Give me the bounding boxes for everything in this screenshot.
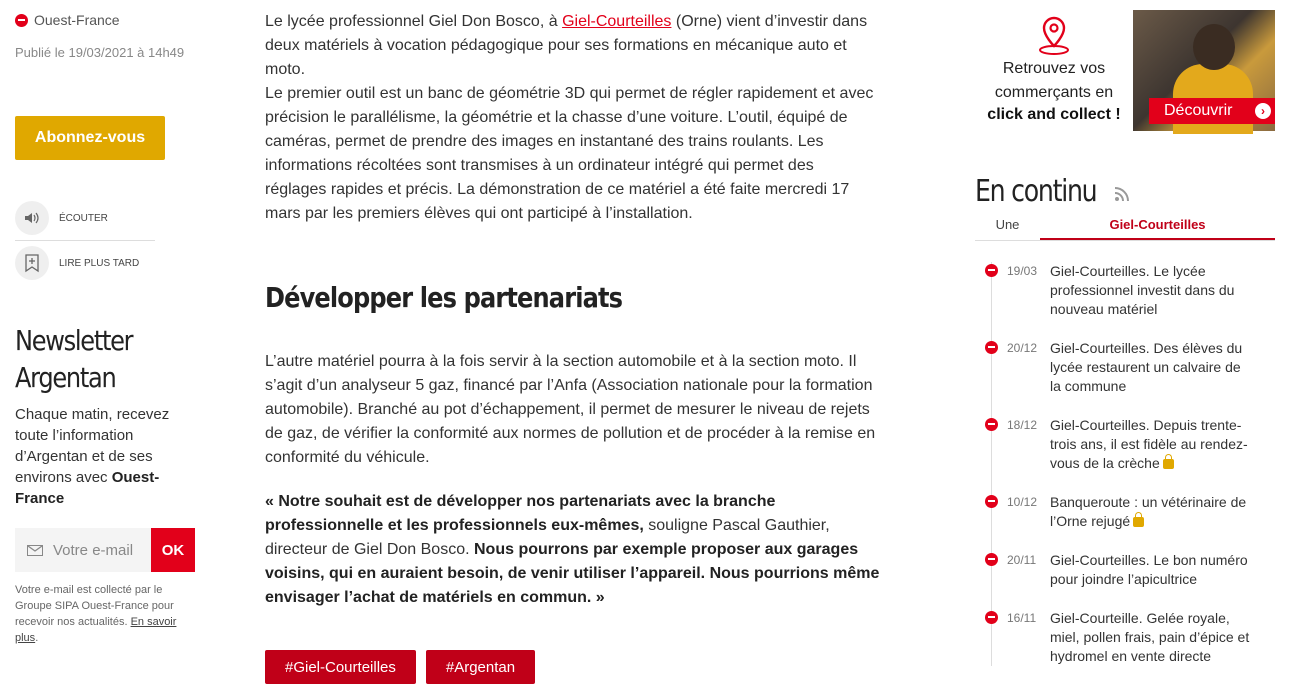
quote-bold-1: « Notre souhait est de développer nos partenariats avec la branche professionnelle et les professionnels eux-mêmes, <box>265 493 776 534</box>
tab-giel-courteilles[interactable]: Giel-Courteilles <box>1040 214 1275 240</box>
newsletter-ok-button[interactable]: OK <box>151 528 195 572</box>
ouest-france-logo-icon <box>15 14 28 27</box>
feed-date: 16/11 <box>1007 611 1037 625</box>
giel-courteilles-link[interactable]: Giel-Courteilles <box>562 13 672 30</box>
newsletter-brand: Ouest-France <box>15 469 160 507</box>
discover-label: Découvrir <box>1164 102 1233 119</box>
rss-icon[interactable] <box>1112 184 1132 204</box>
ad-line-2: commerçants en <box>994 84 1114 101</box>
feed-text: Giel-Courteille. Gelée royale, miel, pollen frais, pain d’épice et hydromel en vente directe <box>1050 610 1250 664</box>
quote-attribution: souligne Pascal Gauthier, directeur de Giel Don Bosco. <box>265 517 830 558</box>
feed-item[interactable] <box>985 551 1255 589</box>
ad-line-3: click and collect ! <box>987 106 1121 123</box>
tab-une[interactable]: Une <box>995 217 1020 232</box>
paragraph-intro <box>265 10 875 226</box>
feed-item[interactable] <box>985 493 1255 531</box>
bookmark-icon <box>15 246 49 280</box>
feed-dot-icon <box>985 553 998 566</box>
newsletter-form <box>15 528 195 572</box>
feed-dot-icon <box>985 611 998 624</box>
en-continu-title: En continu <box>975 174 1097 209</box>
click-and-collect-ad[interactable] <box>975 10 1275 131</box>
newsletter-desc-text: Chaque matin, recevez toute l’information d’Argentan et de ses environs avec <box>15 406 170 486</box>
newsletter-description <box>15 404 185 509</box>
source[interactable] <box>15 12 120 28</box>
feed-text: Giel-Courteilles. Depuis trente-trois ans, il est fidèle au rendez-vous de la crèche <box>1050 417 1248 471</box>
feed-text: Giel-Courteilles. Le lycée professionnel investit dans du nouveau matériel <box>1050 263 1235 317</box>
feed-date: 20/11 <box>1007 553 1037 567</box>
subscribe-button[interactable]: Abonnez-vous <box>15 116 165 160</box>
paragraph-quote <box>265 490 890 610</box>
chevron-right-icon: › <box>1255 103 1271 119</box>
feed-text-wrap <box>1050 416 1255 473</box>
envelope-icon <box>27 545 43 556</box>
discover-button[interactable] <box>1149 98 1275 124</box>
tools-divider <box>15 240 155 241</box>
location-pin-icon <box>1037 16 1071 56</box>
legal-suffix: . <box>35 632 39 644</box>
ad-text <box>975 10 1133 126</box>
email-placeholder: Votre e-mail <box>53 541 134 559</box>
quote-bold-2: Nous pourrons par exemple proposer aux garages voisins, qui en auraient besoin, de venir utiliser l’appareil. Nous pourrions même envisager l’achat de matériels en commun. » <box>265 541 880 606</box>
newsletter-legal <box>15 582 195 646</box>
ad-photo-person <box>1193 24 1235 70</box>
publish-date: Publié le 19/03/2021 à 14h49 <box>15 45 185 60</box>
learn-more-link[interactable]: En savoir plus <box>15 616 177 644</box>
paragraph-analyzer: L’autre matériel pourra à la fois servir à la section automobile et à la section moto. Il s’agit d’un analyseur 5 gaz, financé par l’Anfa (Association nationale pour la formation automobile). Branché au pot d’échappement, il permet de mesurer le niveau de rejets de gaz, de vérifier la conformité aux normes de pollution et de procéder à la remise en conformité du véhicule. <box>265 353 876 466</box>
feed-dot-icon <box>985 264 998 277</box>
read-later-label: LIRE PLUS TARD <box>59 257 140 269</box>
feed-date: 20/12 <box>1007 341 1038 355</box>
feed-item[interactable] <box>985 262 1255 319</box>
section-heading: Développer les partenariats <box>265 281 623 314</box>
continu-tabs <box>975 214 1275 241</box>
legal-text: Votre e-mail est collecté par le Groupe SIPA Ouest-France pour recevoir nos actualités. <box>15 584 174 628</box>
feed-date: 10/12 <box>1007 495 1038 509</box>
feed-text: Giel-Courteilles. Des élèves du lycée restaurent un calvaire de la commune <box>1050 340 1243 394</box>
feed-dot-icon <box>985 495 998 508</box>
ad-line-1: Retrouvez vos <box>1002 60 1106 77</box>
speaker-icon <box>15 201 49 235</box>
listen-button[interactable] <box>15 201 108 235</box>
tag-argentan[interactable]: #Argentan <box>426 650 535 684</box>
intro-text-end: (Orne) vient d’investir dans deux matériels à vocation pédagogique pour ses formations en mécanique auto et moto. <box>265 13 868 78</box>
feed-item[interactable] <box>985 609 1255 666</box>
feed-text: Banqueroute : un vétérinaire de l’Orne rejugé <box>1050 494 1247 529</box>
feed-text: Giel-Courteilles. Le bon numéro pour joindre l’apicultrice <box>1050 552 1248 587</box>
feed-text-wrap <box>1050 493 1255 531</box>
feed-dot-icon <box>985 418 998 431</box>
tag-giel-courteilles[interactable]: #Giel-Courteilles <box>265 650 416 684</box>
listen-label: ÉCOUTER <box>59 212 108 224</box>
feed-item[interactable] <box>985 416 1255 473</box>
paragraph-first-tool: Le premier outil est un banc de géométrie 3D qui permet de régler rapidement et avec précision le parallélisme, la géométrie et la chasse d’une voiture. L’outil, équipé de caméras, permet de prendre des images en instantané des trains roulants. Les informations récoltées sont transmises à un ordinateur intégré qui permet des réglages rapides et précis. La démonstration de ce matériel a été faite mercredi 17 mars par les premiers élèves qui ont participé à l’installation. <box>265 85 874 222</box>
lock-icon <box>1133 517 1144 527</box>
lock-icon <box>1163 459 1174 469</box>
intro-text-start: Le lycée professionnel Giel Don Bosco, à <box>265 13 563 30</box>
feed-dot-icon <box>985 341 998 354</box>
source-label: Ouest-France <box>34 12 120 28</box>
read-later-button[interactable] <box>15 246 139 280</box>
feed-item[interactable] <box>985 339 1255 396</box>
feed-date: 19/03 <box>1007 264 1038 278</box>
newsletter-title: Newsletter Argentan <box>15 324 133 394</box>
feed-date: 18/12 <box>1007 418 1038 432</box>
tag-list <box>265 650 535 684</box>
email-field[interactable] <box>15 528 151 572</box>
